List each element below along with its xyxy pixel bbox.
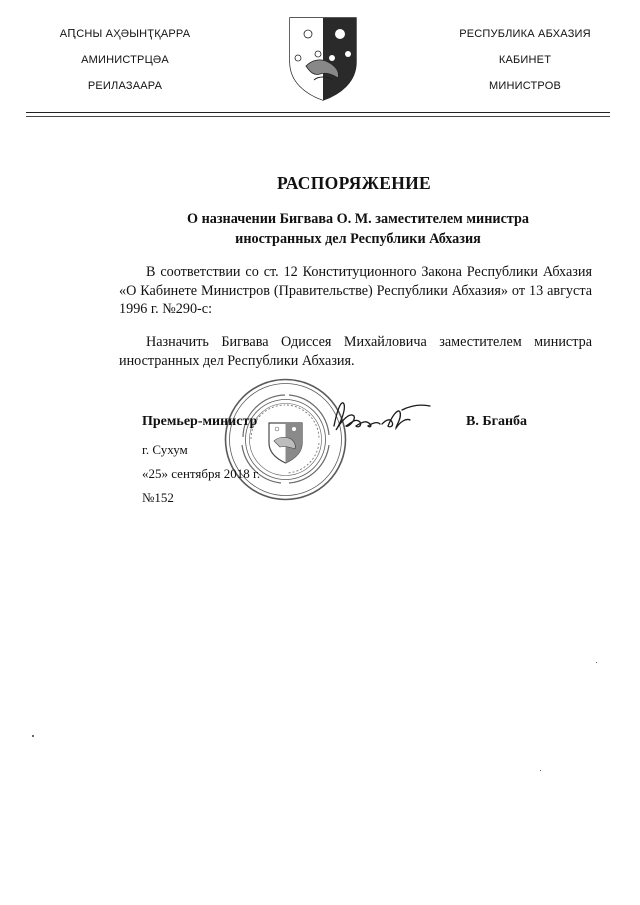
header-left-line-1: АԤСНЫ АҲӘЫНҬҚАРРА — [59, 28, 191, 40]
body-paragraph-2 — [119, 333, 592, 370]
scan-speck — [32, 735, 34, 737]
header-divider-thick — [26, 112, 610, 113]
header-right-block — [430, 28, 620, 106]
header-left-line-3: РЕИЛАЗААРА — [87, 80, 163, 92]
document-subtitle — [120, 209, 596, 249]
subtitle-line-2: иностранных дел Республики Абхазия — [235, 231, 481, 247]
handwritten-signature — [326, 396, 434, 438]
coat-of-arms-emblem — [284, 14, 362, 102]
subtitle-line-1: О назначении Бигвава О. М. заместителем министра — [186, 211, 529, 227]
header-divider-thin — [26, 116, 610, 117]
header-right-line-1: РЕСПУБЛИКА АБХАЗИЯ — [459, 28, 591, 40]
paragraph-2-text: Назначить Бигвава Одиссея Михайловича заместителем министра иностранных дел Республики Абхазия. — [119, 334, 592, 369]
issue-date: «25» сентября 2018 г. — [142, 466, 261, 481]
document-title: РАСПОРЯЖЕНИЕ — [276, 173, 431, 193]
issue-place: г. Сухум — [142, 442, 188, 457]
signatory-name: В. Бганба — [466, 414, 528, 429]
paragraph-1-text: В соответствии со ст. 12 Конституционного Закона Республики Абхазия «О Кабинете Министров (Правительстве) Республики Абхазия» от 13 августа 1996 г. №290-с: — [119, 264, 592, 317]
header-right-line-3: МИНИСТРОВ — [488, 80, 561, 92]
document-number: №152 — [142, 490, 174, 505]
body-paragraph-1 — [119, 263, 592, 319]
scan-speck — [596, 662, 597, 663]
header-left-block — [30, 28, 220, 106]
signatory-role: Премьер-министр — [142, 414, 258, 429]
header-right-line-2: КАБИНЕТ — [498, 54, 552, 66]
scan-speck — [540, 770, 541, 771]
header-left-line-2: АМИНИСТРЦӘА — [81, 54, 169, 66]
